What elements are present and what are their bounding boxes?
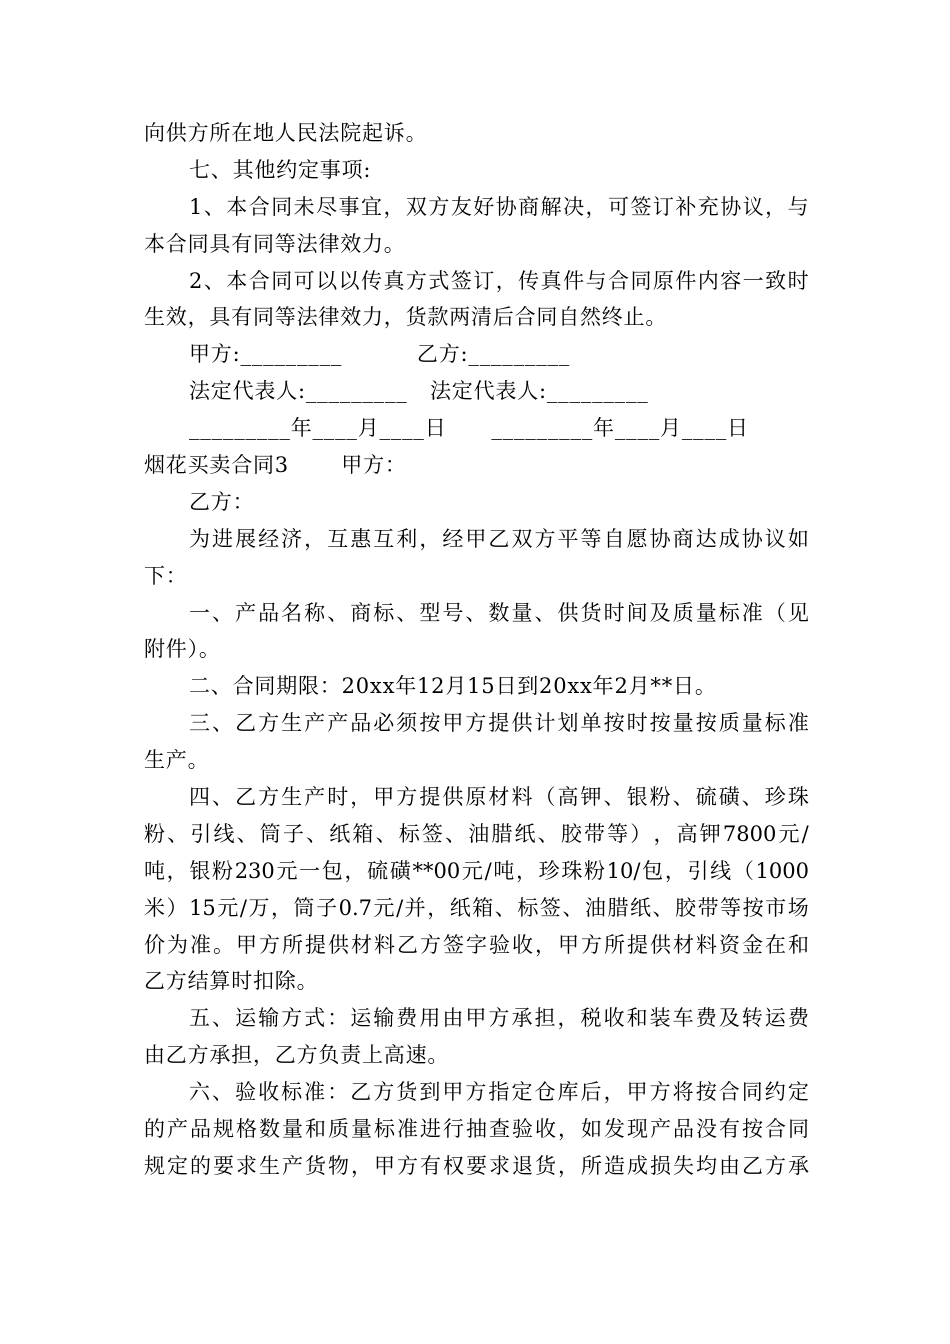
- text-line: 三 、 乙 方 生 产 产 品 必 须 按 甲 方 提 供 计 划 单 按 时 按 量 按 质 量 标 准: [189, 711, 809, 736]
- text-line: 1 、 本 合 同 未 尽 事 宜 ， 双 方 友 好 协 商 解 决 ， 可 签 订 补 充 协 议 ， 与: [189, 194, 809, 219]
- text-line: 下：: [144, 563, 188, 588]
- text-line: 2 、 本 合 同 可 以 以 传 真 方 式 签 订 ， 传 真 件 与 合 同 原 件 内 容 一 致 时: [189, 268, 809, 293]
- text-line: 的 产 品 规 格 数 量 和 质 量 标 准 进 行 抽 查 验 收 ， 如 发 现 产 品 没 有 按 合 同: [144, 1117, 809, 1142]
- text-line: 规 定 的 要 求 生 产 货 物 ， 甲 方 有 权 要 求 退 货 ， 所 造 成 损 失 均 由 乙 方 承: [144, 1153, 809, 1178]
- text-line: 向供方所在地人民法院起诉。: [144, 121, 428, 145]
- text-line: 本合同具有同等法律效力。: [144, 231, 406, 256]
- text-line: 一 、 产 品 名 称 、 商 标 、 型 号 、 数 量 、 供 货 时 间 及 质 量 标 准 （ 见: [189, 600, 809, 625]
- text-line: 粉 、 引 线 、 筒 子 、 纸 箱 、 标 签 、 油 腊 纸 、 胶 带 等 ） ， 高 钾 7800 元 /: [144, 821, 809, 846]
- text-line: 乙方：: [189, 489, 255, 514]
- text-line: 米 ） 15 元 / 万 ， 筒 子 0.7 元 / 并 ， 纸 箱 、 标 签 、 油 腊 纸 、 胶 带 等 按 市 场: [144, 895, 809, 920]
- text-line: 二、合同期限：20xx年12月15日到20xx年2月**日。: [189, 674, 717, 699]
- text-line: 由乙方承担，乙方负责上高速。: [144, 1043, 450, 1068]
- document-page: [144, 115, 809, 1185]
- text-line: 为 进 展 经 济 ， 互 惠 互 利 ， 经 甲 乙 双 方 平 等 自 愿 协 商 达 成 协 议 如: [189, 526, 809, 551]
- signature-line-party: 甲方:_________ 乙方:_________: [189, 342, 571, 367]
- text-line: 五 、 运 输 方 式 ： 运 输 费 用 由 甲 方 承 担 ， 税 收 和 装 车 费 及 转 运 费: [189, 1006, 809, 1031]
- signature-line-representative: 法定代表人:_________ 法定代表人:_________: [189, 379, 649, 404]
- contract-title: 烟花买卖合同3 甲方：: [144, 453, 407, 478]
- text-line: 六 、 验 收 标 准 ： 乙 方 货 到 甲 方 指 定 仓 库 后 ， 甲 方 将 按 合 同 约 定: [189, 1080, 809, 1105]
- text-line: 价 为 准 。 甲 方 所 提 供 材 料 乙 方 签 字 验 收 ， 甲 方 所 提 供 材 料 资 金 在 和: [144, 932, 809, 957]
- text-line: 乙方结算时扣除。: [144, 969, 319, 994]
- text-line: 七、其他约定事项:: [189, 157, 372, 182]
- text-line: 生产。: [144, 748, 210, 773]
- text-line: 四 、 乙 方 生 产 时 ， 甲 方 提 供 原 材 料 （ 高 钾 、 银 粉 、 硫 磺 、 珍 珠: [189, 785, 809, 810]
- signature-line-date: _________年____月____日 _________年____月____日: [189, 416, 749, 441]
- text-line: 附件）。: [144, 637, 221, 662]
- text-line: 生效，具有同等法律效力，货款两清后合同自然终止。: [144, 305, 668, 330]
- text-line: 吨 ， 银 粉 230 元 一 包 ， 硫 磺 **00 元 / 吨 ， 珍 珠 粉 10/ 包 ， 引 线 （ 1000: [144, 858, 809, 883]
